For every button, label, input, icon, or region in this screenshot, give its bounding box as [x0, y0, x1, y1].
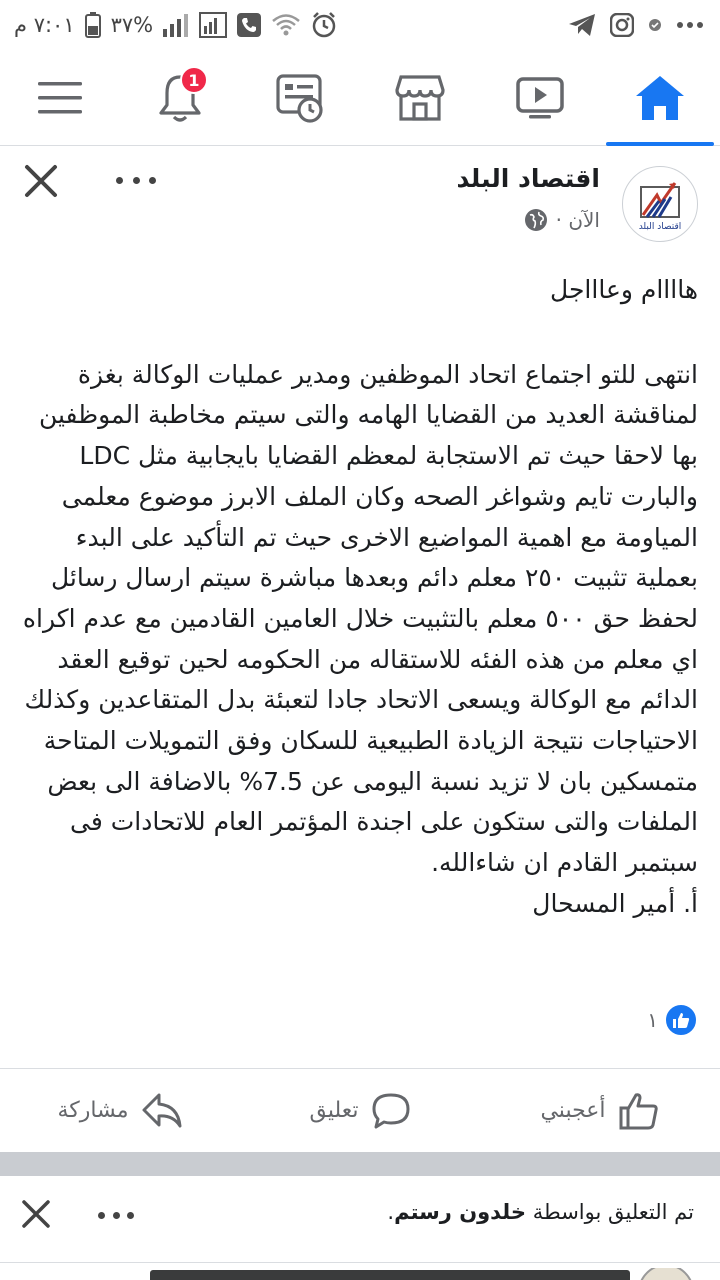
signal-icon: [163, 13, 189, 37]
status-time: ٧:٠١ م: [14, 13, 75, 37]
commenter-name[interactable]: خلدون رستم: [394, 1200, 527, 1224]
nav-notifications[interactable]: [150, 68, 210, 128]
more-dot-icon: [98, 1212, 105, 1219]
more-dot-icon: [113, 1212, 120, 1219]
post-headline: هاااام وعاااجل: [550, 275, 698, 304]
post-header: [0, 146, 720, 256]
close-icon: [20, 1198, 52, 1230]
phone-icon: [237, 13, 261, 37]
more-dot-icon: [133, 177, 140, 184]
hamburger-icon: [38, 80, 82, 116]
post-close-button[interactable]: [22, 162, 60, 200]
post-action-bar: [0, 1068, 720, 1152]
post-text: انتهى للتو اجتماع اتحاد الموظفين ومدير عمليات الوكالة بغزة لمناقشة العديد من القضايا الهامه والتى سيتم مخاطبة الموظفين بها لاحقا حيث تم الاستجابة لمعظم القضايا بايجابية مثل LDC والبارت تايم وشواغر الصحه وكان الملف الابرز موضوع معلمى المياومة مع اهمية المواضيع الاخرى حيث تم التأكيد على البدء بعملية تثبيت ٢٥٠ معلم دائم وبعدها مباشرة سيتم ارسال رسائل لحفظ حق ٥٠٠ معلم بالتثبيت خلال العامين القادمين مع عدم اكراه اي معلم من هذه الفئه للاستقاله من الحكومه لحين توقيع العقد الدائم مع الوكالة ويسعى الاتحاد جادا لتعبئة بدل المتقاعدين وكذلك الاحتياجات نتيجة الزيادة الطبيعية للسكان وفق التمويلات المتاحة متمسكين بان لا تزيد نسبة اليومى عن 7.5% بالاضافة الى بعض الملفات والتى ستكون على اجندة المؤتمر العام للاتحادات فى سبتمبر القادم ان شاءالله. أ. أمير المسحال: [22, 359, 698, 918]
page-name[interactable]: اقتصاد البلد: [456, 164, 600, 193]
nav-menu[interactable]: [30, 68, 90, 128]
post-more-button[interactable]: [116, 168, 156, 192]
top-nav: [0, 50, 720, 146]
more-dot-icon: [127, 1212, 134, 1219]
reaction-count: ١: [647, 1008, 658, 1032]
post-body: [18, 270, 698, 925]
status-bar: [0, 0, 720, 50]
nav-watch[interactable]: [510, 68, 570, 128]
notification-dot-icon: [648, 18, 662, 32]
close-icon: [22, 162, 60, 200]
post-timestamp[interactable]: الآن ·: [555, 208, 600, 232]
notification-badge: 1: [180, 66, 208, 94]
logo-text: اقتصاد البلد: [638, 222, 682, 232]
store-icon: [395, 74, 445, 122]
globe-icon: [524, 208, 548, 232]
wifi-icon: [271, 13, 301, 37]
instagram-icon: [610, 13, 634, 37]
commented-by-text: [387, 1200, 694, 1224]
thumbs-up-icon: [618, 1091, 660, 1131]
next-post-title-fragment: [150, 1270, 630, 1280]
commented-by-suffix: .: [387, 1200, 395, 1224]
next-post-avatar: [638, 1268, 694, 1280]
status-battery: ٣٧%: [110, 13, 154, 37]
share-button[interactable]: [0, 1069, 240, 1152]
nav-memories[interactable]: [270, 68, 330, 128]
post-meta: [524, 208, 600, 232]
telegram-icon: [568, 13, 596, 37]
like-button[interactable]: [480, 1069, 720, 1152]
signal-icon-2: [199, 12, 227, 38]
status-right: [568, 10, 704, 40]
commented-by-prefix: تم التعليق بواسطة: [532, 1200, 694, 1224]
feed-separator: [0, 1152, 720, 1176]
more-dot-icon: [149, 177, 156, 184]
card-divider: [0, 1262, 720, 1263]
comment-label: تعليق: [309, 1098, 359, 1123]
comment-icon: [371, 1092, 411, 1130]
next-post-peek: [0, 1268, 720, 1280]
share-label: مشاركة: [57, 1098, 129, 1123]
reactions-summary[interactable]: [647, 1003, 698, 1037]
video-icon: [515, 76, 565, 120]
card-more-button[interactable]: [98, 1210, 134, 1220]
nav-marketplace[interactable]: [390, 68, 450, 128]
card-close-button[interactable]: [20, 1198, 52, 1230]
like-reaction-icon: [664, 1003, 698, 1037]
page-avatar[interactable]: [622, 166, 698, 242]
more-dot-icon: [116, 177, 123, 184]
news-clock-icon: [275, 73, 325, 123]
nav-home[interactable]: [630, 68, 690, 128]
commented-story-card: [0, 1176, 720, 1280]
share-icon: [141, 1092, 183, 1130]
more-notifications-icon: [676, 21, 704, 29]
battery-icon: [85, 12, 101, 38]
comment-button[interactable]: [240, 1069, 480, 1152]
status-left: [14, 10, 337, 40]
page-logo: [629, 173, 691, 235]
like-label: أعجبني: [540, 1098, 606, 1123]
alarm-icon: [311, 12, 337, 38]
home-icon: [634, 74, 686, 122]
